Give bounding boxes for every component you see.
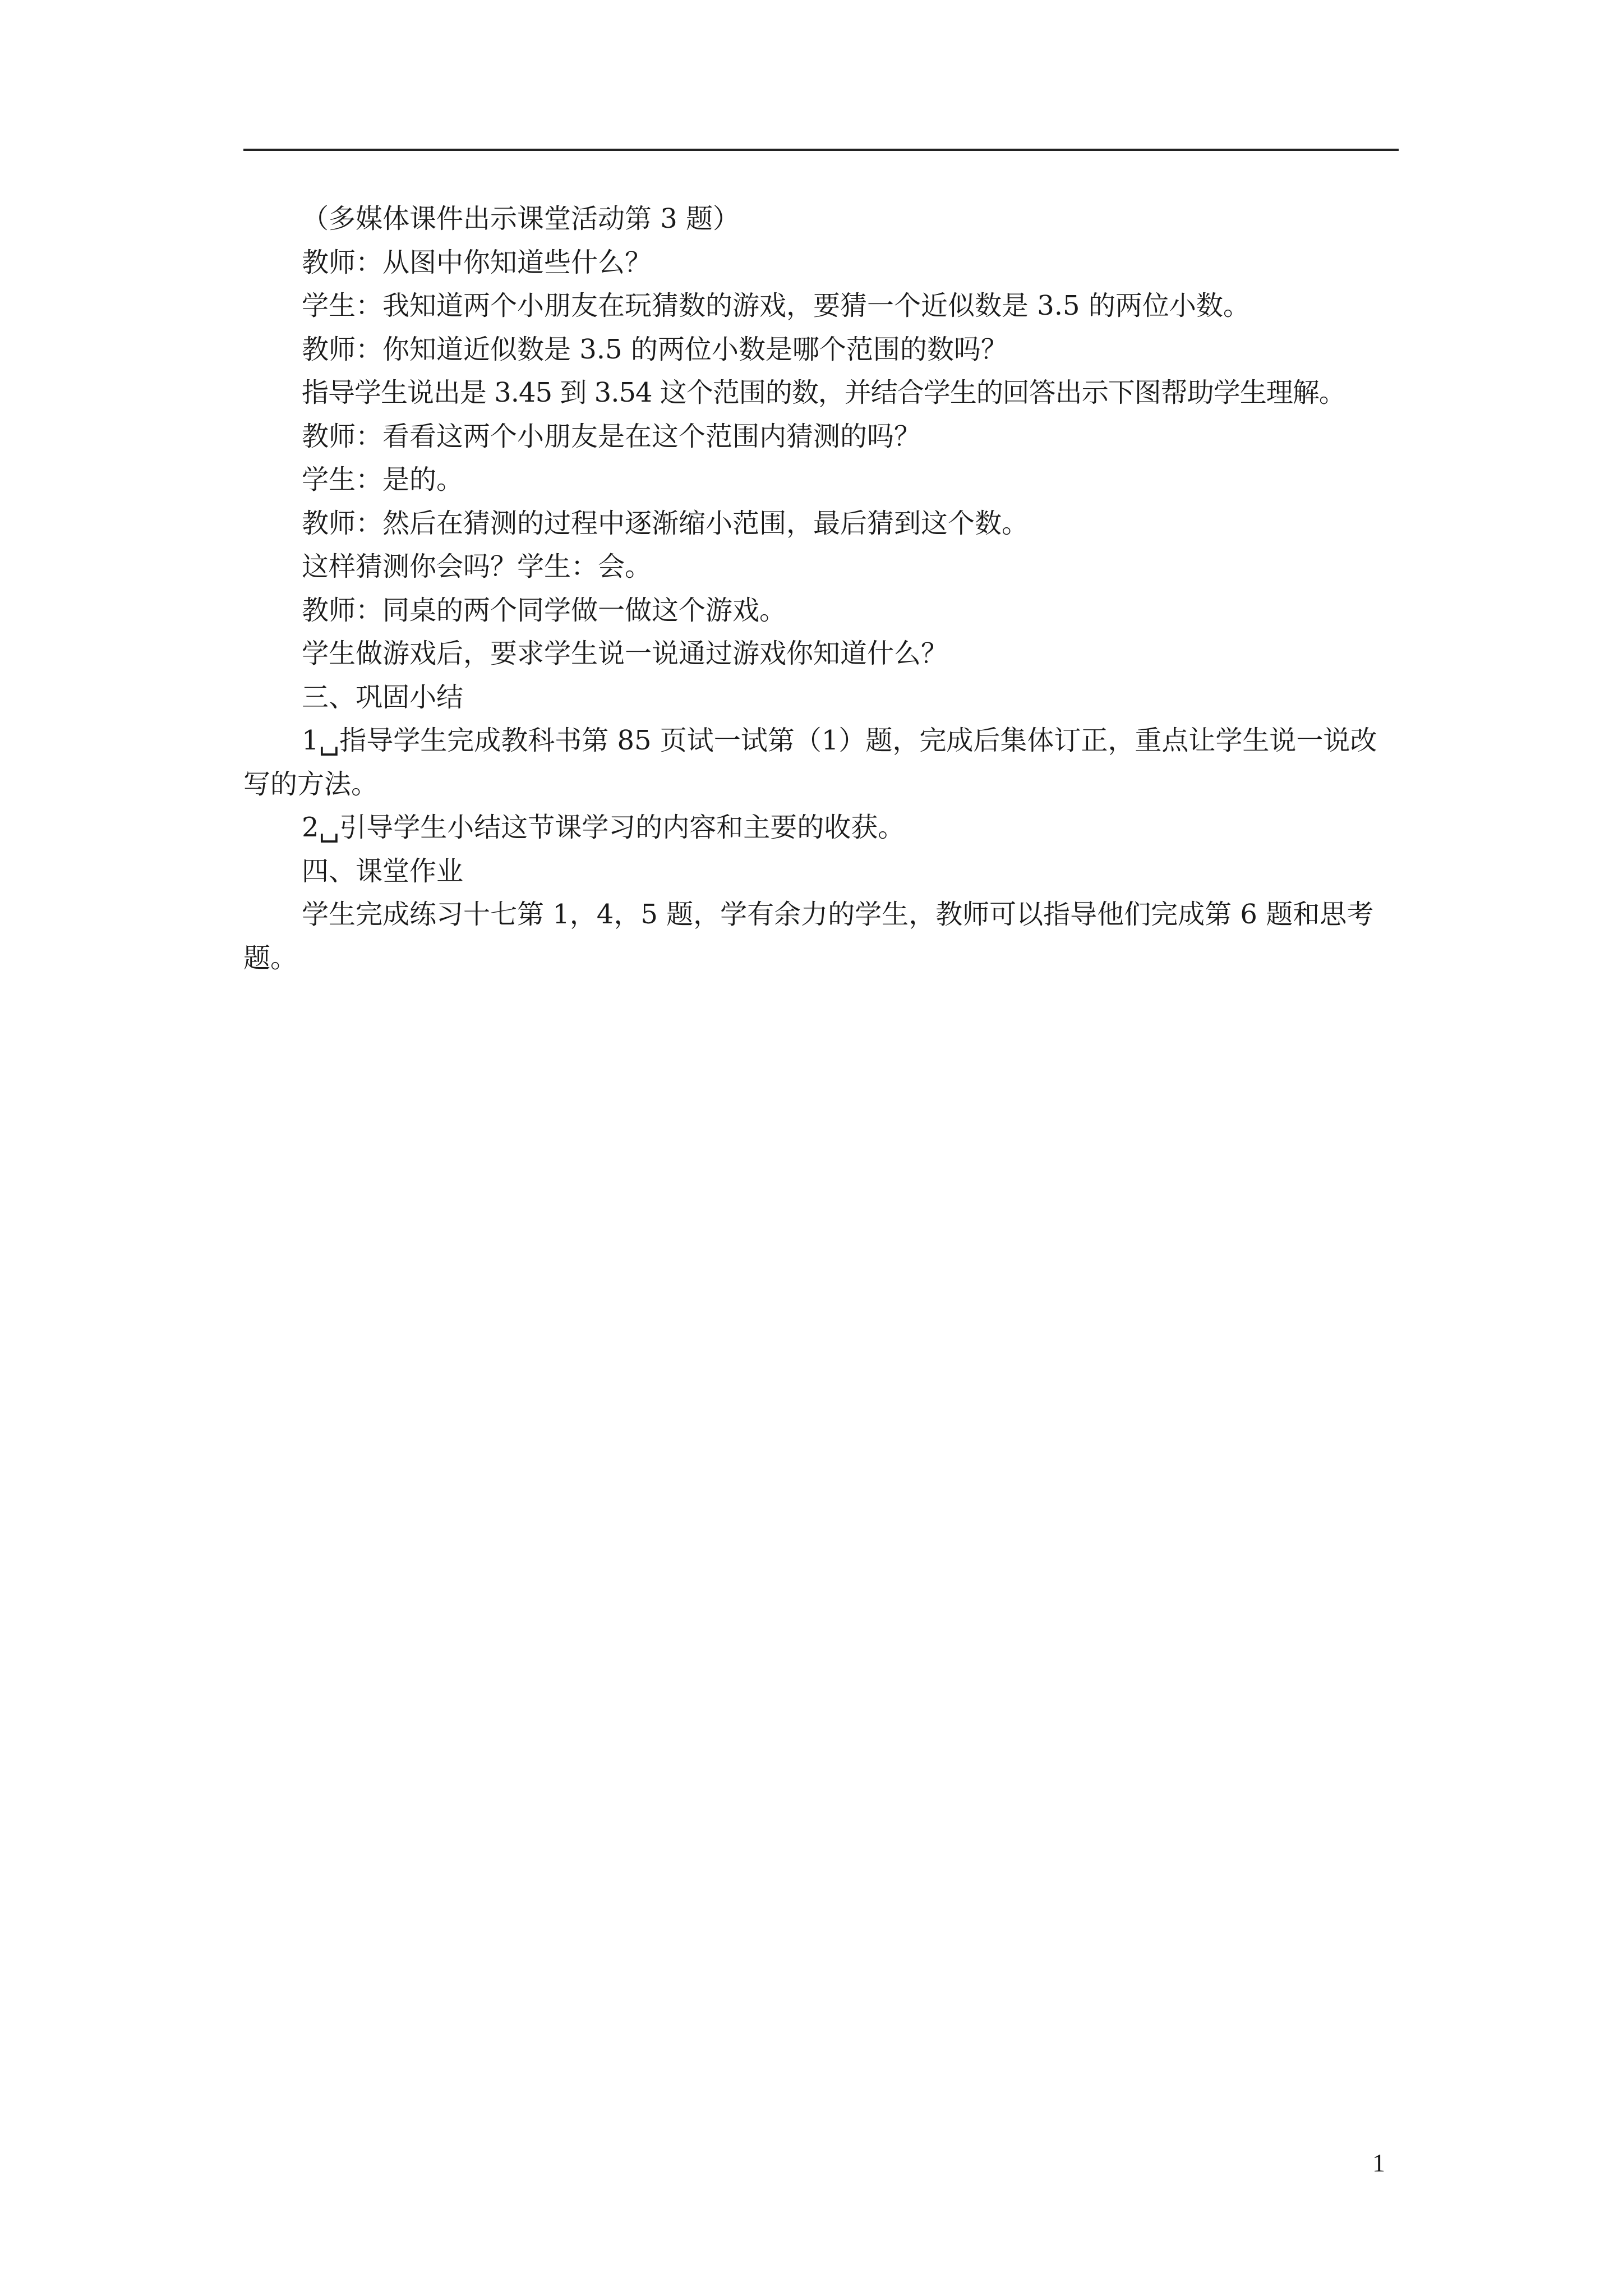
paragraph: 教师：从图中你知道些什么？ bbox=[302, 246, 652, 278]
section-heading: 四、课堂作业 bbox=[302, 855, 464, 887]
paragraph: 学生：是的。 bbox=[302, 464, 464, 495]
paragraph: 教师：然后在猜测的过程中逐渐缩小范围，最后猜到这个数。 bbox=[302, 507, 1029, 539]
paragraph: 教师：你知道近似数是 3.5 的两位小数是哪个范围的数吗？ bbox=[302, 333, 1008, 365]
paragraph: 这样猜测你会吗？学生：会。 bbox=[302, 551, 652, 582]
header-rule bbox=[243, 149, 1399, 151]
paragraph: 学生做游戏后，要求学生说一说通过游戏你知道什么？ bbox=[302, 638, 948, 669]
paragraph: 指导学生说出是 3.45 到 3.54 这个范围的数，并结合学生的回答出示下图帮助学生理解。 bbox=[302, 377, 1345, 408]
paragraph: （多媒体课件出示课堂活动第 3 题） bbox=[302, 203, 740, 234]
paragraph: 1␣指导学生完成教科书第 85 页试一试第（1）题，完成后集体订正，重点让学生说一说改写的方法。 bbox=[243, 725, 1377, 800]
section-heading: 三、巩固小结 bbox=[302, 681, 464, 713]
paragraph: 学生：我知道两个小朋友在玩猜数的游戏，要猜一个近似数是 3.5 的两位小数。 bbox=[302, 290, 1250, 321]
paragraph: 教师：同桌的两个同学做一做这个游戏。 bbox=[302, 594, 787, 626]
paragraph: 教师：看看这两个小朋友是在这个范围内猜测的吗？ bbox=[302, 420, 921, 452]
body-text bbox=[243, 197, 1399, 980]
page-number: 1 bbox=[1372, 2148, 1385, 2177]
paragraph: 2␣引导学生小结这节课学习的内容和主要的收获。 bbox=[302, 812, 905, 843]
paragraph: 学生完成练习十七第 1，4，5 题，学有余力的学生，教师可以指导他们完成第 6 题和思考题。 bbox=[243, 899, 1374, 974]
